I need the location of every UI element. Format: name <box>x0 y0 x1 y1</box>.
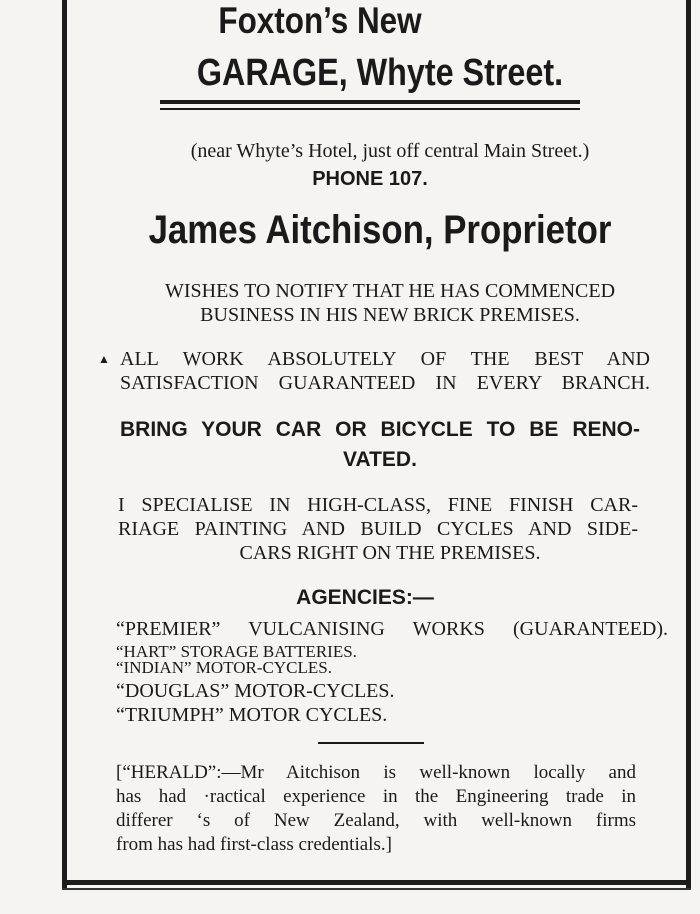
bottom-border-thin-rule <box>62 888 691 890</box>
notify-line-1: WISHES TO NOTIFY THAT HE HAS COMMENCED <box>164 280 616 302</box>
herald-note-line-4: from has had first-class credentials.] <box>116 834 392 855</box>
proprietor-heading: James Aitchison, Proprietor <box>148 208 612 252</box>
specialise-line-1: I SPECIALISE IN HIGH-CLASS, FINE FINISH CAR- <box>118 494 638 516</box>
advert-title-line-1: Foxton’s New <box>218 0 422 41</box>
herald-note-line-2: has had ·ractical experience in the Engineering trade in <box>116 786 636 807</box>
phone-line: PHONE 107. <box>312 168 428 190</box>
work-line-2: SATISFACTION GUARANTEED IN EVERY BRANCH. <box>120 372 650 394</box>
location-line: (near Whyte’s Hotel, just off central Main Street.) <box>190 140 590 162</box>
agency-item-premier: “PREMIER” VULCANISING WORKS (GUARANTEED). <box>116 618 668 640</box>
agency-item-triumph: “TRIUMPH” MOTOR CYCLES. <box>116 704 388 726</box>
specialise-line-3: CARS RIGHT ON THE PREMISES. <box>239 542 541 564</box>
left-border-rule <box>62 0 67 890</box>
work-line-1: ALL WORK ABSOLUTELY OF THE BEST AND <box>120 348 650 370</box>
bottom-border-rule <box>62 880 691 885</box>
specialise-line-2: RIAGE PAINTING AND BUILD CYCLES AND SIDE- <box>118 518 638 540</box>
agencies-heading: AGENCIES:— <box>296 586 434 609</box>
bullet-mark-icon: ▲ <box>98 352 110 366</box>
herald-note-line-1: [“HERALD”:—Mr Aitchison is well-known locally and <box>116 762 636 783</box>
section-divider-rule <box>318 742 424 744</box>
agency-item-hart: “HART” STORAGE BATTERIES. <box>116 642 357 661</box>
notify-line-2: BUSINESS IN HIS NEW BRICK PREMISES. <box>200 304 580 326</box>
agency-item-indian: “INDIAN” MOTOR-CYCLES. <box>116 658 332 677</box>
bring-line-2: VATED. <box>343 448 417 471</box>
advert-title-line-2: GARAGE, Whyte Street. <box>196 52 564 94</box>
right-border-rule <box>686 0 691 890</box>
herald-note-line-3: differer ‘s of New Zealand, with well-known firms <box>116 810 636 831</box>
bring-line-1: BRING YOUR CAR OR BICYCLE TO BE RENO- <box>120 418 640 441</box>
agency-item-douglas: “DOUGLAS” MOTOR-CYCLES. <box>116 680 395 702</box>
